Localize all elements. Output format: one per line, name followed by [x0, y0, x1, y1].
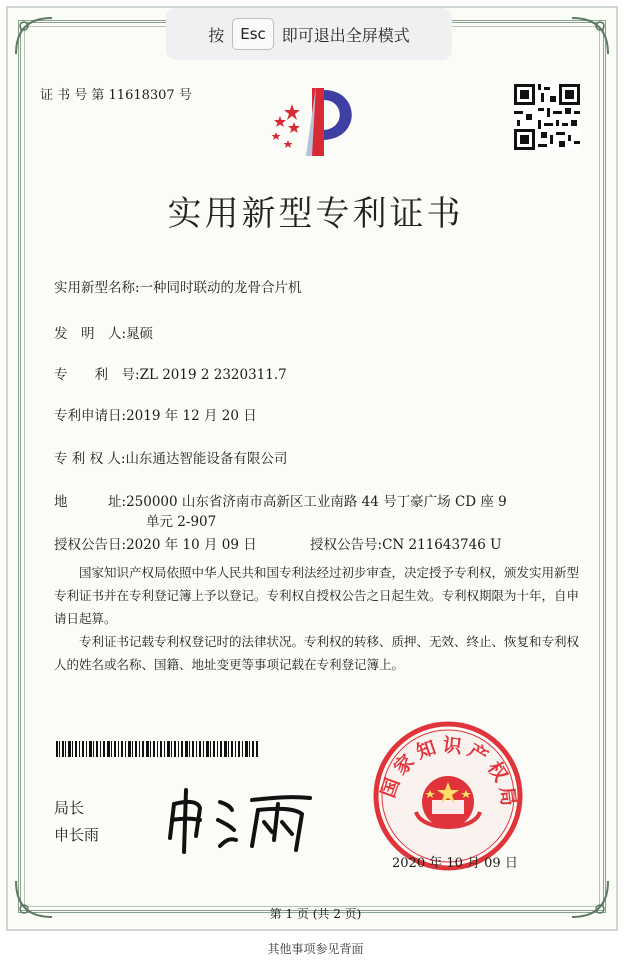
fullscreen-exit-hint: [166, 8, 452, 60]
seal-date: 2020 年 10 月 09 日: [392, 856, 518, 871]
field-utility-model-name: [54, 276, 302, 296]
field-value: 250000 山东省济南市高新区工业南路 44 号丁豪广场 CD 座 9: [126, 494, 507, 510]
field-value: 山东通达智能设备有限公司: [125, 451, 288, 467]
address-line-2: 单元 2-907: [146, 514, 217, 530]
page-number: 第 1 页 (共 2 页): [269, 907, 362, 921]
field-patentee: [54, 447, 287, 467]
field-patent-number: [54, 363, 287, 383]
legal-status-statement: 专利证书记载专利权登记时的法律状况。专利权的转移、质押、无效、终止、恢复和专利权人的姓名或名称、国籍、地址变更等事项记载在专利登记簿上。: [54, 634, 580, 672]
field-value: CN 211643746 U: [382, 537, 502, 553]
corner-ornament: [12, 14, 56, 58]
field-grant-date: [54, 533, 257, 553]
field-label: 专 利 权 人:: [54, 451, 126, 467]
director-signature: [160, 780, 320, 860]
hint-suffix: 即可退出全屏模式: [281, 25, 410, 45]
qr-code: [514, 84, 580, 150]
field-label: 专利申请日:: [54, 408, 127, 424]
esc-key-badge[interactable]: Esc: [232, 18, 274, 50]
field-value: 2019 年 12 月 20 日: [126, 408, 257, 424]
field-label: 地 址:: [54, 494, 127, 510]
official-seal: [372, 720, 524, 872]
hint-prefix: 按: [208, 25, 225, 45]
field-value: 2020 年 10 月 09 日: [126, 537, 257, 553]
field-filing-date: [54, 404, 257, 424]
barcode: [56, 741, 258, 757]
certificate-number: 证 书 号 第 11618307 号: [40, 88, 192, 103]
field-label: 授权公告日:: [54, 537, 127, 553]
field-value: ZL 2019 2 2320311.7: [139, 367, 287, 383]
field-inventor: [54, 322, 153, 342]
field-grant-number: [310, 533, 501, 553]
cnipa-logo: [262, 82, 366, 164]
field-value: 一种同时联动的龙骨合片机: [139, 280, 302, 296]
field-label: 实用新型名称:: [54, 280, 140, 296]
field-address: [54, 490, 507, 510]
field-label: 发 明 人:: [54, 326, 127, 342]
svg-text:国家知识产权局: 国家知识产权局: [377, 734, 520, 813]
certificate-title: 实用新型专利证书: [167, 194, 464, 234]
field-label: 专 利 号:: [54, 367, 140, 383]
field-value: 晁硕: [126, 326, 154, 342]
grant-statement: 国家知识产权局依照中华人民共和国专利法经过初步审查，决定授予专利权，颁发实用新型专利证书并在专利登记簿上予以登记。专利权自授权公告之日起生效。专利权期限为十年，自申请日起算。: [54, 565, 580, 626]
corner-ornament: [568, 14, 612, 58]
back-side-note: 其他事项参见背面: [267, 942, 364, 956]
director-name: 申长雨: [54, 826, 100, 844]
field-label: 授权公告号:: [310, 537, 383, 553]
director-title: 局长: [54, 799, 85, 817]
